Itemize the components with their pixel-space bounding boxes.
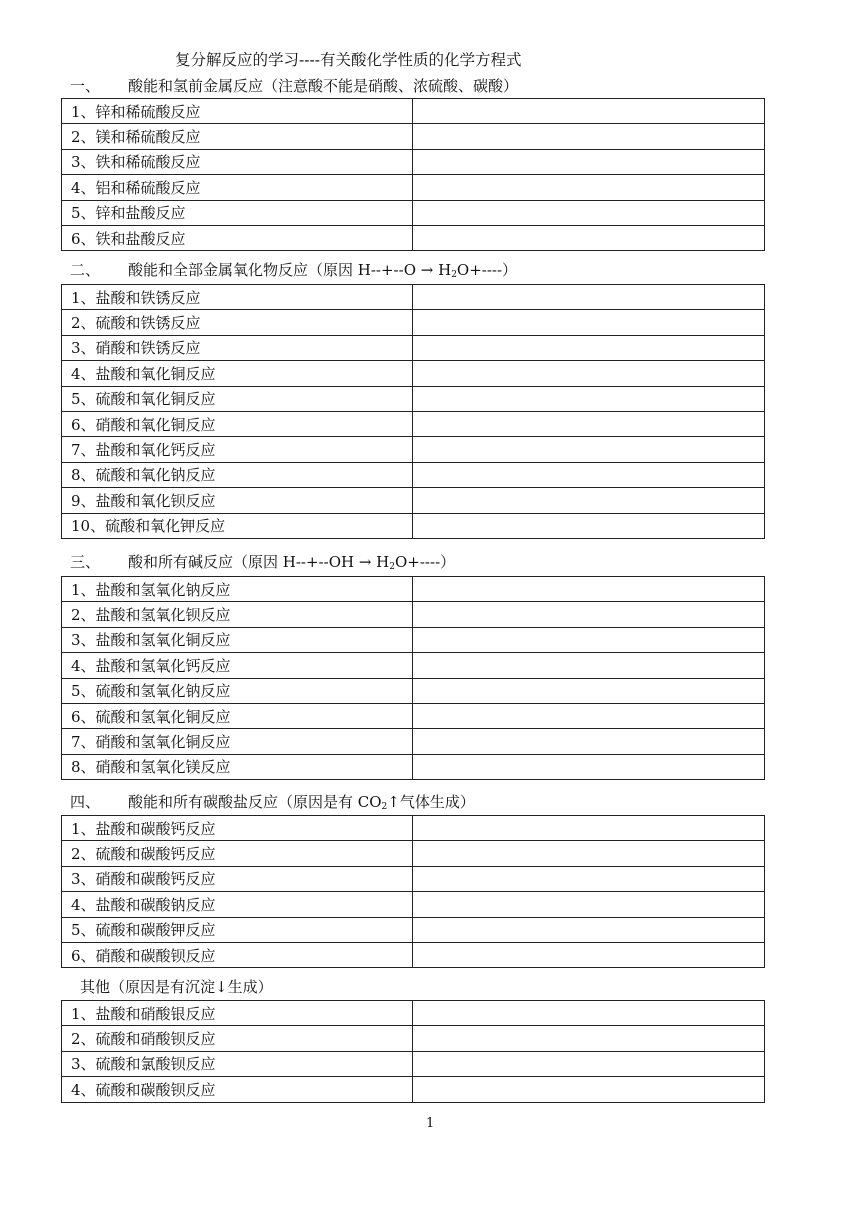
reaction-label: 4、盐酸和氧化铜反应 xyxy=(62,361,413,386)
reaction-label: 1、盐酸和碳酸钙反应 xyxy=(62,816,413,841)
reaction-label: 1、盐酸和硝酸银反应 xyxy=(62,1001,413,1026)
table-row xyxy=(62,411,765,436)
section-heading-text: 酸和所有碱反应（原因 $H--+--OH \to H_2O+----$） xyxy=(128,553,456,572)
answer-cell[interactable] xyxy=(413,411,765,436)
table-row xyxy=(62,678,765,703)
table-row xyxy=(62,917,765,942)
reaction-label: 5、硫酸和氢氧化钠反应 xyxy=(62,678,413,703)
answer-cell[interactable] xyxy=(413,1051,765,1076)
table-row xyxy=(62,361,765,386)
table-row xyxy=(62,942,765,967)
reaction-label: 3、盐酸和氢氧化铜反应 xyxy=(62,627,413,652)
reaction-label: 2、镁和稀硫酸反应 xyxy=(62,124,413,149)
answer-cell[interactable] xyxy=(413,225,765,250)
reaction-label: 9、盐酸和氧化钡反应 xyxy=(62,488,413,513)
reaction-label: 2、硫酸和铁锈反应 xyxy=(62,310,413,335)
table-row xyxy=(62,754,765,779)
reaction-label: 10、硫酸和氧化钾反应 xyxy=(62,513,413,538)
table-row xyxy=(62,653,765,678)
answer-cell[interactable] xyxy=(413,602,765,627)
reaction-label: 6、硝酸和氧化铜反应 xyxy=(62,411,413,436)
reaction-label: 3、铁和稀硫酸反应 xyxy=(62,149,413,174)
answer-cell[interactable] xyxy=(413,816,765,841)
answer-cell[interactable] xyxy=(413,917,765,942)
answer-cell[interactable] xyxy=(413,488,765,513)
answer-cell[interactable] xyxy=(413,310,765,335)
answer-cell[interactable] xyxy=(413,361,765,386)
answer-cell[interactable] xyxy=(413,729,765,754)
table-row xyxy=(62,729,765,754)
answer-cell[interactable] xyxy=(413,866,765,891)
reaction-label: 6、铁和盐酸反应 xyxy=(62,225,413,250)
table-row xyxy=(62,285,765,310)
table-row xyxy=(62,488,765,513)
table-row xyxy=(62,462,765,487)
reaction-label: 2、硫酸和硝酸钡反应 xyxy=(62,1026,413,1051)
reaction-label: 5、锌和盐酸反应 xyxy=(62,200,413,225)
answer-cell[interactable] xyxy=(413,437,765,462)
section-heading-text: 酸能和全部金属氧化物反应（原因 $H--+--O \to H_2O+----$） xyxy=(128,261,518,280)
table-row xyxy=(62,816,765,841)
answer-cell[interactable] xyxy=(413,577,765,602)
answer-cell[interactable] xyxy=(413,1001,765,1026)
section-number: 一、 xyxy=(70,77,101,95)
table-row xyxy=(62,200,765,225)
reaction-label: 4、盐酸和碳酸钠反应 xyxy=(62,892,413,917)
reaction-label: 4、硫酸和碳酸钡反应 xyxy=(62,1077,413,1102)
table-row xyxy=(62,627,765,652)
table-row xyxy=(62,149,765,174)
answer-cell[interactable] xyxy=(413,124,765,149)
section-heading-5 xyxy=(80,975,273,999)
answer-cell[interactable] xyxy=(413,200,765,225)
table-row xyxy=(62,866,765,891)
answer-cell[interactable] xyxy=(413,678,765,703)
table-row xyxy=(62,1077,765,1102)
reaction-label: 7、盐酸和氧化钙反应 xyxy=(62,437,413,462)
table-row xyxy=(62,99,765,124)
table-row xyxy=(62,1051,765,1076)
section-number: 四、 xyxy=(70,793,101,811)
answer-cell[interactable] xyxy=(413,513,765,538)
reaction-label: 4、铝和稀硫酸反应 xyxy=(62,175,413,200)
reaction-label: 3、硫酸和氯酸钡反应 xyxy=(62,1051,413,1076)
answer-cell[interactable] xyxy=(413,841,765,866)
reaction-label: 6、硝酸和碳酸钡反应 xyxy=(62,942,413,967)
reaction-label: 5、硫酸和氧化铜反应 xyxy=(62,386,413,411)
answer-cell[interactable] xyxy=(413,99,765,124)
section-heading-text: 酸能和氢前金属反应（注意酸不能是硝酸、浓硫酸、碳酸） xyxy=(128,77,519,95)
reaction-label: 2、盐酸和氢氧化钡反应 xyxy=(62,602,413,627)
table-row xyxy=(62,225,765,250)
section-heading-text: 其他（原因是有沉淀↓生成） xyxy=(80,978,273,996)
reaction-label: 8、硫酸和氧化钠反应 xyxy=(62,462,413,487)
answer-cell[interactable] xyxy=(413,627,765,652)
reaction-table-3 xyxy=(61,576,765,780)
section-number: 二、 xyxy=(70,261,101,279)
table-row xyxy=(62,513,765,538)
reaction-label: 1、盐酸和氢氧化钠反应 xyxy=(62,577,413,602)
table-row xyxy=(62,841,765,866)
reaction-table-1 xyxy=(61,98,765,251)
reaction-table-2 xyxy=(61,284,765,539)
reaction-label: 5、硫酸和碳酸钾反应 xyxy=(62,917,413,942)
reaction-label: 3、硝酸和铁锈反应 xyxy=(62,335,413,360)
section-heading-2 xyxy=(70,258,517,282)
answer-cell[interactable] xyxy=(413,1026,765,1051)
table-row xyxy=(62,602,765,627)
table-row xyxy=(62,386,765,411)
table-row xyxy=(62,577,765,602)
table-row xyxy=(62,437,765,462)
reaction-table-4 xyxy=(61,815,765,968)
page-number: 1 xyxy=(426,1116,435,1131)
section-heading-text: 酸能和所有碳酸盐反应（原因是有 $CO_2↑$气体生成） xyxy=(128,793,475,812)
table-row xyxy=(62,335,765,360)
table-row xyxy=(62,1001,765,1026)
reaction-label: 1、锌和稀硫酸反应 xyxy=(62,99,413,124)
answer-cell[interactable] xyxy=(413,335,765,360)
section-heading-1 xyxy=(70,74,518,98)
table-row xyxy=(62,175,765,200)
reaction-label: 3、硝酸和碳酸钙反应 xyxy=(62,866,413,891)
table-row xyxy=(62,1026,765,1051)
reaction-table-5 xyxy=(61,1000,765,1103)
answer-cell[interactable] xyxy=(413,703,765,728)
reaction-label: 1、盐酸和铁锈反应 xyxy=(62,285,413,310)
reaction-label: 7、硝酸和氢氧化铜反应 xyxy=(62,729,413,754)
reaction-label: 6、硫酸和氢氧化铜反应 xyxy=(62,703,413,728)
reaction-label: 2、硫酸和碳酸钙反应 xyxy=(62,841,413,866)
page-title: 复分解反应的学习----有关酸化学性质的化学方程式 xyxy=(175,51,522,69)
table-row xyxy=(62,124,765,149)
reaction-label: 4、盐酸和氢氧化钙反应 xyxy=(62,653,413,678)
section-number: 三、 xyxy=(70,553,101,571)
answer-cell[interactable] xyxy=(413,892,765,917)
reaction-label: 8、硝酸和氢氧化镁反应 xyxy=(62,754,413,779)
table-row xyxy=(62,892,765,917)
answer-cell[interactable] xyxy=(413,175,765,200)
answer-cell[interactable] xyxy=(413,149,765,174)
answer-cell[interactable] xyxy=(413,462,765,487)
section-heading-3 xyxy=(70,550,455,574)
answer-cell[interactable] xyxy=(413,754,765,779)
section-heading-4 xyxy=(70,790,475,814)
answer-cell[interactable] xyxy=(413,1077,765,1102)
answer-cell[interactable] xyxy=(413,653,765,678)
answer-cell[interactable] xyxy=(413,942,765,967)
answer-cell[interactable] xyxy=(413,285,765,310)
answer-cell[interactable] xyxy=(413,386,765,411)
table-row xyxy=(62,310,765,335)
table-row xyxy=(62,703,765,728)
